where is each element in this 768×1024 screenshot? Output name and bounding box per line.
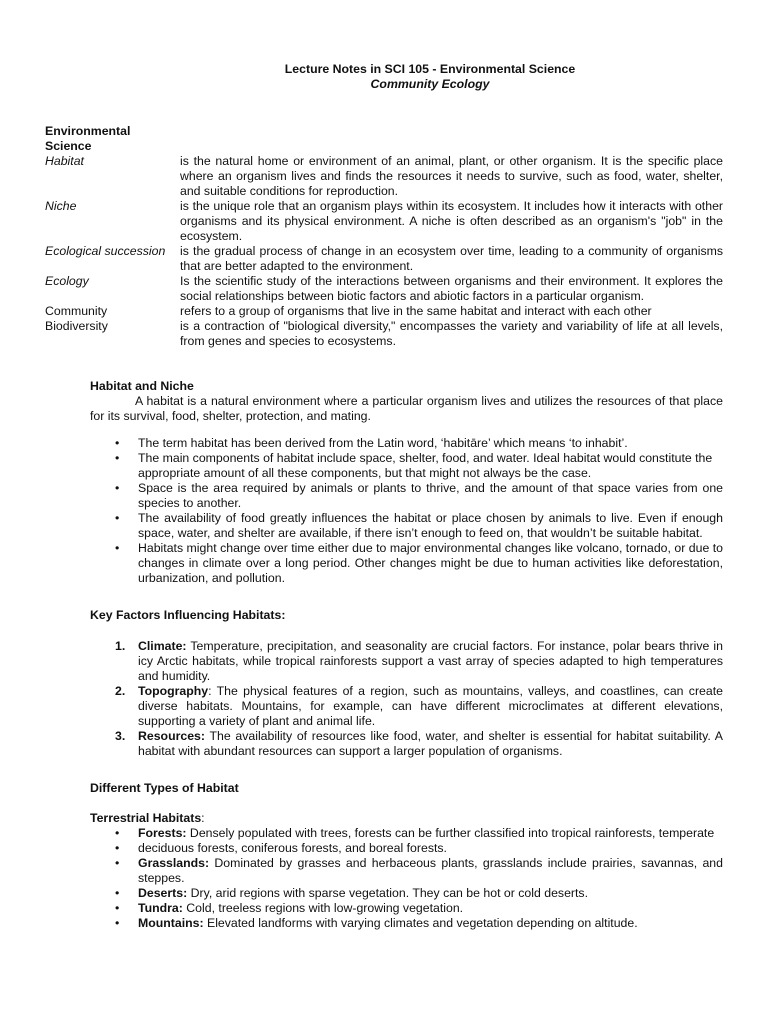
habitat-niche-section — [90, 379, 723, 586]
glossary-row — [45, 154, 723, 199]
document-title: Lecture Notes in SCI 105 - Environmental Science — [284, 62, 576, 76]
list-item-label: Tundra: — [138, 901, 183, 915]
section-paragraph: A habitat is a natural environment where a particular organism lives and utilizes the resources of that place for its survival, food, shelter, protection, and mating. — [90, 394, 723, 423]
section-title: Habitat and Niche — [90, 379, 194, 393]
list-number: 1. — [115, 639, 126, 653]
list-item-label: Deserts: — [138, 886, 188, 900]
section-title: Key Factors Influencing Habitats: — [90, 608, 286, 622]
list-item-text: Dominated by grasses and herbaceous plants, grasslands include prairies, savannas, and steppes. — [138, 856, 723, 885]
numbered-list — [90, 639, 723, 759]
list-number: 3. — [115, 729, 126, 743]
glossary-row — [45, 199, 723, 244]
list-item — [138, 916, 723, 931]
glossary-definition: is the gradual process of change in an ecosystem over time, leading to a community of organisms that are better adapted to the environment. — [180, 244, 723, 273]
list-item — [115, 684, 723, 729]
list-item: • The availability of food greatly influences the habitat or place chosen by animals to live. Even if enough space, water, and shelter are available, if there isn’t enough to feed on, that wouldn’t be suitable habitat. — [138, 511, 723, 541]
list-item-label: Resources: — [138, 729, 205, 743]
glossary-heading: Environmental Science — [45, 124, 131, 153]
glossary-row — [45, 274, 723, 304]
bullet-list — [90, 436, 723, 586]
document-subtitle: Community Ecology — [370, 77, 490, 91]
subsection-title-text: Terrestrial Habitats — [90, 811, 202, 825]
list-item-label: Grasslands: — [138, 856, 210, 870]
list-item-label: Forests: — [138, 826, 187, 840]
glossary-definition: is a contraction of "biological diversity," encompasses the variety and variability of life at all levels, from genes and species to ecosystems. — [180, 319, 723, 348]
glossary-definition: refers to a group of organisms that live in the same habitat and interact with each other — [180, 304, 652, 318]
list-item — [115, 639, 723, 684]
list-item-text: Cold, treeless regions with low-growing vegetation. — [182, 901, 464, 915]
list-item-text: The availability of resources like food, water, and shelter is essential for habitat suitability. A habitat with abundant resources can support a larger population of organisms. — [138, 729, 723, 758]
glossary-term: Biodiversity — [45, 319, 108, 333]
bullet-list — [90, 826, 723, 931]
glossary — [45, 124, 723, 349]
list-item-text: The main components of habitat include space, shelter, food, and water. Ideal habitat would constitute the — [138, 451, 713, 465]
glossary-term: Habitat — [45, 154, 84, 168]
glossary-definition: is the natural home or environment of an animal, plant, or other organism. It is the specific place where an organism lives and finds the resources it needs to survive, such as food, water, shelter, and suitable conditions for reproduction. — [180, 154, 723, 198]
glossary-definition: is the unique role that an organism plays within its ecosystem. It includes how it interacts with other organisms and its physical environment. A niche is often described as an organism's "job" in the ecosystem. — [180, 199, 723, 243]
list-item — [138, 841, 723, 856]
list-item-text: Densely populated with trees, forests can be further classified into tropical rainforests, temperate — [186, 826, 715, 840]
section-title: Different Types of Habitat — [90, 781, 239, 795]
list-item — [138, 856, 723, 886]
list-item — [138, 886, 723, 901]
list-item: • The term habitat has been derived from the Latin word, ‘habitāre’ which means ‘to inhabit’. — [138, 436, 723, 451]
list-item — [138, 451, 723, 481]
list-item — [115, 729, 723, 759]
habitat-types-section — [90, 781, 723, 931]
list-item: • Habitats might change over time either due to major environmental changes like volcano, tornado, or due to changes in climate over a long period. Other changes might be due to human activities like deforestation, urbanization, and pollution. — [138, 541, 723, 586]
glossary-row — [45, 304, 723, 319]
list-number: 2. — [115, 684, 126, 698]
glossary-term: Ecological succession — [45, 244, 166, 258]
glossary-term: Ecology — [45, 274, 89, 288]
key-factors-section — [90, 608, 723, 759]
list-item-continuation: appropriate amount of all these components, but that might not always be the case. — [138, 466, 592, 480]
glossary-row — [45, 319, 723, 349]
glossary-term: Niche — [45, 199, 77, 213]
list-item-label: Climate: — [138, 639, 187, 653]
glossary-definition: Is the scientific study of the interactions between organisms and their environment. It explores the social relationships between biotic factors and abiotic factors in a particular organism. — [180, 274, 723, 303]
list-item — [138, 826, 723, 841]
list-item-text: Temperature, precipitation, and seasonality are crucial factors. For instance, polar bears thrive in icy Arctic habitats, while tropical rainforests support a vast array of species adapted to high temperatures and humidity. — [138, 639, 723, 683]
list-item-text: Dry, arid regions with sparse vegetation. They can be hot or cold deserts. — [187, 886, 588, 900]
list-item-text: : The physical features of a region, such as mountains, valleys, and coastlines, can create diverse habitats. Mountains, for example, can have different microclimates at different elevations, supporting a variety of plant and animal life. — [138, 684, 723, 728]
list-item-label: Topography — [138, 684, 209, 698]
list-item — [138, 901, 723, 916]
list-item: • Space is the area required by animals or plants to thrive, and the amount of that space varies from one species to another. — [138, 481, 723, 511]
list-item-text: deciduous forests, coniferous forests, and boreal forests. — [138, 841, 447, 855]
glossary-term: Community — [45, 304, 108, 318]
list-item-label: Mountains: — [138, 916, 204, 930]
glossary-row — [45, 244, 723, 274]
subsection-title — [90, 811, 723, 826]
subsection-title-colon: : — [201, 811, 205, 825]
list-item-text: Elevated landforms with varying climates and vegetation depending on altitude. — [203, 916, 638, 930]
